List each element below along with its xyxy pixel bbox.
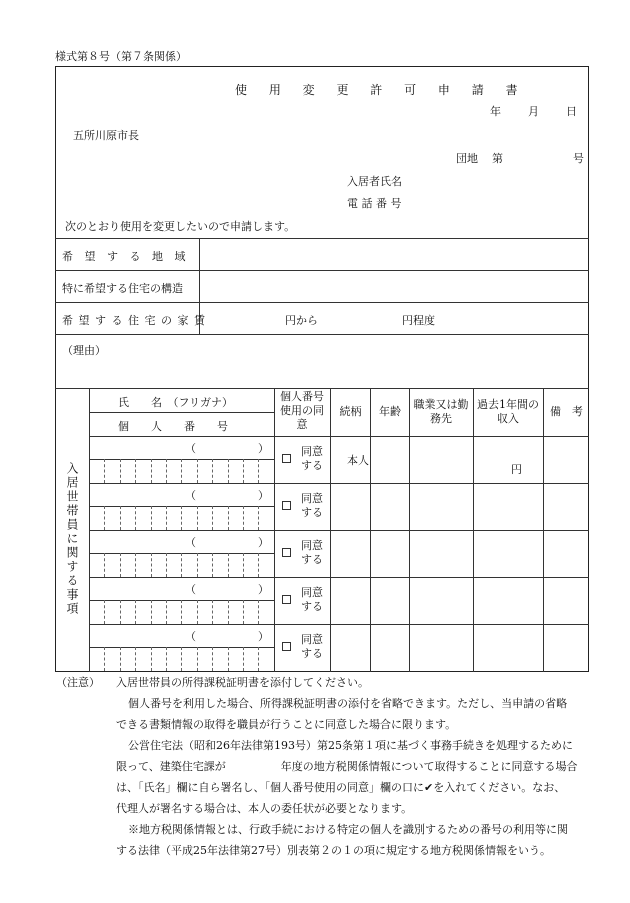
consent-checkbox[interactable]	[282, 642, 291, 651]
form-title: 使 用 変 更 許 可 申 請 書	[235, 83, 527, 97]
reason-label: （理由）	[62, 344, 106, 357]
note-line: できる書類情報の取得を職員が行うことに同意した場合に限ります。	[116, 718, 457, 731]
note-line: 入居世帯員の所得課税証明書を添付してください。	[116, 676, 369, 689]
furigana-paren-close: ）	[258, 583, 269, 596]
rent-from: 円から	[285, 314, 318, 327]
consent-text: 同意する	[301, 633, 323, 660]
note-line: ※地方税関係情報とは、行政手続における特定の個人を識別するための番号の利用等に関	[128, 823, 568, 836]
note-line: 公営住宅法（昭和26年法律第193号）第25条第１項に基づく事務手続きを処理するために	[128, 739, 573, 752]
danchi-label: 団地	[456, 152, 478, 165]
furigana-paren-close: ）	[258, 489, 269, 502]
header-age: 年齢	[379, 405, 401, 418]
header-income: 過去1年間の収入	[477, 398, 539, 425]
note-line: 限って、建築住宅課が 年度の地方税関係情報について取得することに同意する場合	[116, 760, 578, 773]
intro-text: 次のとおり使用を変更したいので申請します。	[65, 220, 296, 233]
furigana-paren-close: ）	[258, 630, 269, 643]
header-number: 個 人 番 号	[118, 420, 228, 433]
note-line: 個人番号を利用した場合、所得課税証明書の添付を省略できます。ただし、当申請の省略	[128, 697, 568, 710]
header-remarks: 備 考	[550, 405, 583, 418]
phone-label: 電 話 番 号	[347, 197, 402, 210]
consent-text: 同意する	[301, 445, 323, 472]
relation-self: 本人	[347, 454, 369, 467]
consent-checkbox[interactable]	[282, 454, 291, 463]
furigana-paren-open: （	[185, 630, 196, 643]
household-side-label: 入居世帯員に関する事項	[65, 462, 79, 616]
furigana-paren-close: ）	[258, 536, 269, 549]
rent-label: 希 望 す る 住 宅 の 家 賃	[62, 314, 206, 327]
form-number: 様式第８号（第７条関係）	[55, 50, 187, 63]
notes-label: （注意）	[56, 676, 100, 689]
furigana-paren-open: （	[185, 583, 196, 596]
note-line: は、「氏名」欄に自ら署名し、「個人番号使用の同意」欄の口に✔を入れてください。なお、	[116, 781, 566, 794]
furigana-paren-open: （	[185, 442, 196, 455]
income-yen: 円	[511, 463, 522, 476]
date-day: 日	[566, 105, 577, 118]
note-line: 代理人が署名する場合は、本人の委任状が必要となります。	[116, 802, 413, 815]
danchi-go: 号	[573, 152, 584, 165]
furigana-paren-close: ）	[258, 442, 269, 455]
furigana-paren-open: （	[185, 489, 196, 502]
addressee: 五所川原市長	[73, 129, 139, 142]
furigana-paren-open: （	[185, 536, 196, 549]
applicant-name-label: 入居者氏名	[347, 175, 402, 188]
consent-text: 同意する	[301, 492, 323, 519]
header-name: 氏 名 （フリガナ）	[118, 396, 233, 409]
consent-checkbox[interactable]	[282, 548, 291, 557]
header-work: 職業又は勤務先	[413, 398, 469, 425]
consent-checkbox[interactable]	[282, 595, 291, 604]
consent-checkbox[interactable]	[282, 501, 291, 510]
danchi-dai: 第	[492, 152, 503, 165]
date-month: 月	[528, 105, 539, 118]
notes-section	[56, 672, 596, 861]
consent-text: 同意する	[301, 539, 323, 566]
area-label: 希 望 す る 地 域	[62, 250, 190, 263]
header-consent: 個人番号使用の同意	[280, 390, 324, 431]
rent-to: 円程度	[402, 314, 435, 327]
note-line: する法律（平成25年法律第27号）別表第２の１の項に規定する地方税関係情報をいう。	[116, 844, 551, 857]
date-year: 年	[490, 105, 501, 118]
structure-label: 特に希望する住宅の構造	[62, 282, 183, 295]
consent-text: 同意する	[301, 586, 323, 613]
header-relation: 続柄	[339, 405, 362, 418]
application-form	[55, 66, 589, 672]
